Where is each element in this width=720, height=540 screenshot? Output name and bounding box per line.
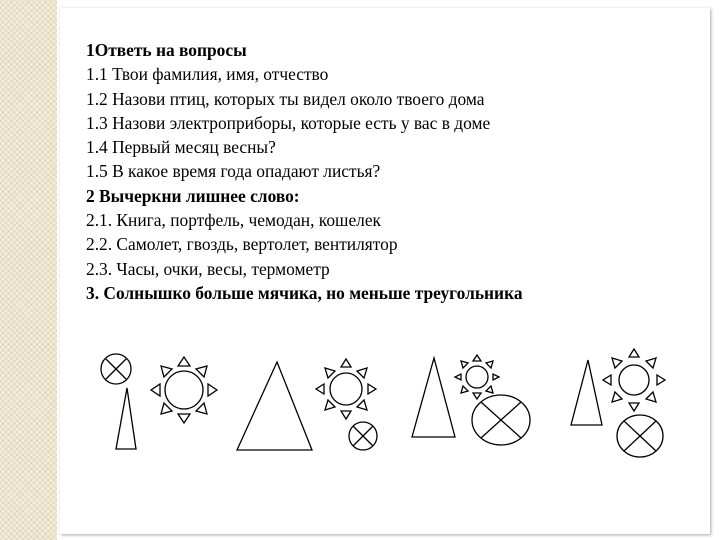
figure-group-2 xyxy=(237,359,377,450)
ball-icon xyxy=(101,354,131,384)
figure-group-3 xyxy=(412,355,530,445)
section-3-task: 3. Солнышко больше мячика, но меньше треугольника xyxy=(86,282,523,303)
ball-icon xyxy=(617,415,663,457)
sun-icon xyxy=(455,355,499,399)
question-1-1: 1.1 Твои фамилия, имя, отчество xyxy=(86,64,329,85)
triangle-icon xyxy=(412,358,455,437)
question-1-5: 1.5 В какое время года опадают листья? xyxy=(86,161,381,182)
triangle-icon xyxy=(571,360,602,425)
triangle-icon xyxy=(237,362,312,450)
sun-icon xyxy=(603,349,665,411)
section-2-heading: 2 Вычеркни лишнее слово: xyxy=(86,185,300,206)
question-1-3: 1.3 Назови электроприборы, которые есть у вас в доме xyxy=(86,112,491,133)
sun-icon xyxy=(316,359,376,419)
task-2-1: 2.1. Книга, портфель, чемодан, кошелек xyxy=(86,210,382,231)
section-1-heading: 1Ответь на вопросы xyxy=(86,40,247,60)
ball-icon xyxy=(349,422,377,450)
figure-group-1 xyxy=(101,354,217,449)
question-1-4: 1.4 Первый месяц весны? xyxy=(86,137,276,158)
triangle-icon xyxy=(116,388,136,449)
sun-icon xyxy=(151,357,217,423)
task-2-3: 2.3. Часы, очки, весы, термометр xyxy=(86,258,330,279)
task-2-2: 2.2. Самолет, гвоздь, вертолет, вентилятор xyxy=(86,234,398,255)
figure-group-4 xyxy=(571,349,665,457)
ball-icon xyxy=(472,395,530,445)
question-1-2: 1.2 Назови птиц, которых ты видел около твоего дома xyxy=(86,88,485,109)
